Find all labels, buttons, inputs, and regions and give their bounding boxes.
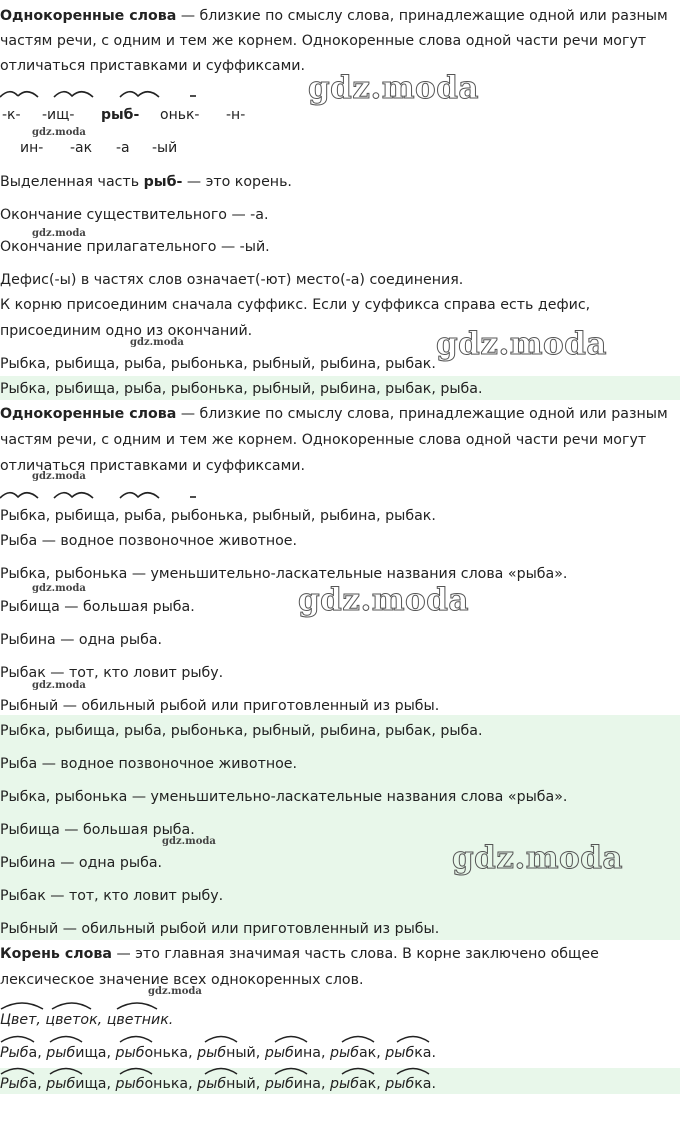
definition-line-3: отличаться приставками и суффиксами. [0,58,306,74]
morpheme-arcs-row1 [0,84,200,100]
answer-meaning-line: Рыбка, рыбонька — уменьшительно-ласкательные названия слова «рыба». [0,789,568,805]
morpheme-part: -ый [152,140,178,156]
root-word: Цвет [0,1012,37,1028]
morpheme-part-root: рыб- [101,107,140,123]
morpheme-part: -ак [70,140,93,156]
root-arcs-fish-2 [0,1062,460,1076]
morpheme-part: -н- [226,107,246,123]
root-definition-line-2: лексическое значение всех однокоренных слов. [0,972,364,988]
definition-line-2: частям речи, с одним и тем же корнем. Однокоренные слова одной части речи могут [0,432,647,448]
root-arcs-fish-1 [0,1030,460,1044]
cvet-example: Цвет, цветок, цветник. [0,1012,174,1028]
answer-meaning-line: Рыбища — большая рыба. [0,822,195,838]
words-list: Рыбка, рыбища, рыба, рыбонька, рыбный, рыбина, рыбак. [0,356,436,372]
meaning-line: Рыбища — большая рыба. [0,599,195,615]
definition-line-2: частям речи, с одним и тем же корнем. Однокоренные слова одной части речи могут [0,33,647,49]
morpheme-part: ин- [20,140,44,156]
definition-line-3: отличаться приставками и суффиксами. [0,458,306,474]
watermark-small: gdz.moda [148,986,202,997]
morpheme-part: -к- [2,107,21,123]
hyphen-note: Дефис(-ы) в частях слов означает(-ют) место(-а) соединения. [0,272,464,288]
join-instruction-2: присоединим одно из окончаний. [0,323,253,339]
watermark-small: gdz.moda [32,127,86,138]
answer-meaning-line: Рыба — водное позвоночное животное. [0,756,298,772]
root-word: цвет [106,1012,142,1028]
answer-words-list: Рыбка, рыбища, рыба, рыбонька, рыбный, рыбина, рыбак, рыба. [0,723,483,739]
morpheme-arcs-row2 [0,485,200,501]
morpheme-part: оньк- [160,107,200,123]
words-list: Рыбка, рыбища, рыба, рыбонька, рыбный, рыбина, рыбак. [0,508,436,524]
meaning-line: Рыбка, рыбонька — уменьшительно-ласкательные названия слова «рыба». [0,566,568,582]
watermark-small: gdz.moda [32,471,86,482]
watermark-small: gdz.moda [130,337,184,348]
answer-meaning-line: Рыбный — обильный рыбой или приготовленный из рыбы. [0,921,440,937]
definition-line-1: Однокоренные слова — близкие по смыслу слова, принадлежащие одной или разным [0,8,668,24]
answer-meaning-line: Рыбак — тот, кто ловит рыбу. [0,888,224,904]
root-explanation: Выделенная часть рыб- — это корень. [0,174,292,190]
meaning-line: Рыбина — одна рыба. [0,632,163,648]
watermark-logo: gdz.moda [436,326,607,362]
watermark-small: gdz.moda [32,228,86,239]
join-instruction-1: К корню присоединим сначала суффикс. Если у суффикса справа есть дефис, [0,297,591,313]
watermark-small: gdz.moda [32,583,86,594]
watermark-small: gdz.moda [162,836,216,847]
answer-meaning-line: Рыбина — одна рыба. [0,855,163,871]
root-word: цвет [45,1012,81,1028]
root-definition-line-1: Корень слова — это главная значимая часть слова. В корне заключено общее [0,946,599,962]
meaning-line: Рыбный — обильный рыбой или приготовленный из рыбы. [0,698,440,714]
morpheme-part: -ищ- [42,107,75,123]
definition-line-1: Однокоренные слова — близкие по смыслу слова, принадлежащие одной или разным [0,406,668,422]
root-arcs-cvet [0,997,200,1011]
watermark-logo: gdz.moda [452,840,623,876]
watermark-logo: gdz.moda [298,582,469,618]
noun-ending-note: Окончание существительного — -а. [0,207,269,223]
morpheme-part: -а [116,140,130,156]
adjective-ending-note: Окончание прилагательного — -ый. [0,239,270,255]
fish-roots-line: Рыба, рыбища, рыбонька, рыбный, рыбина, рыбак, рыбка. [0,1045,437,1061]
watermark-logo: gdz.moda [308,70,479,106]
answer-words-list: Рыбка, рыбища, рыба, рыбонька, рыбный, рыбина, рыбак, рыба. [0,381,483,397]
meaning-line: Рыбак — тот, кто ловит рыбу. [0,665,224,681]
meaning-line: Рыба — водное позвоночное животное. [0,533,298,549]
watermark-small: gdz.moda [32,680,86,691]
answer-fish-roots-line: Рыба, рыбища, рыбонька, рыбный, рыбина, рыбак, рыбка. [0,1076,437,1092]
